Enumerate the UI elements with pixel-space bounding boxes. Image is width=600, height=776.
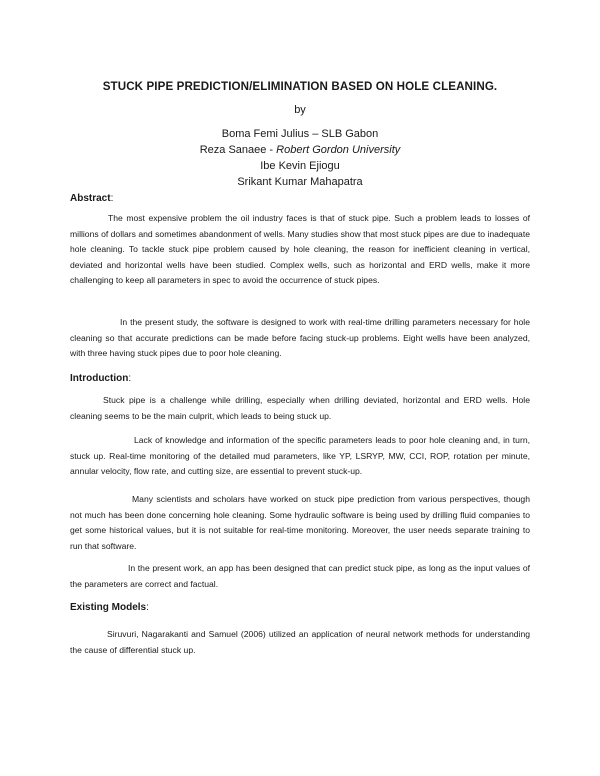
existing-models-paragraph-1: Siruvuri, Nagarakanti and Samuel (2006) utilized an application of neural network methods for understanding the cause of differential stuck up. [70, 629, 530, 655]
author-1 [0, 128, 600, 140]
author-4-name: Srikant Kumar Mahapatra [237, 176, 363, 188]
abstract-paragraph-2: In the present study, the software is designed to work with real-time drilling parameters necessary for hole cleaning so that accurate predictions can be made before facing stuck-up problems. Eight wells have been analyzed, with three having stuck pipes due to poor hole cleaning. [70, 317, 530, 358]
introduction-heading-label: Introduction [70, 373, 129, 384]
existing-models-heading-label: Existing Models [70, 602, 147, 613]
byline: by [294, 104, 306, 116]
author-3 [0, 160, 600, 172]
paper-title: STUCK PIPE PREDICTION/ELIMINATION BASED ON HOLE CLEANING. [102, 80, 498, 93]
introduction-paragraph-1: Stuck pipe is a challenge while drilling, especially when drilling deviated, horizontal and ERD wells. Hole cleaning seems to be the main culprit, which leads to being stuck up. [70, 395, 530, 421]
author-1-name: Boma Femi Julius – SLB Gabon [221, 128, 379, 140]
abstract-heading-label: Abstract [70, 193, 111, 204]
existing-models-heading-colon: : [146, 602, 149, 613]
introduction-paragraph-2: Lack of knowledge and information of the specific parameters leads to poor hole cleaning and, in turn, stuck up. Real-time monitoring of the detailed mud parameters, like YP, LSRYP, MW, CCI, ROP, rotation per minute, annular velocity, flow rate, and cutting size, are essential to prevent stuck-up. [70, 435, 530, 476]
author-2-name: Reza Sanaee - [199, 144, 277, 156]
author-2-affiliation: Robert Gordon University [276, 144, 401, 156]
introduction-heading-colon: : [128, 373, 132, 384]
introduction-paragraph-3: Many scientists and scholars have worked on stuck pipe prediction from various perspectives, though not much has been done concerning hole cleaning. Some hydraulic software is being used by drilling fluid companies to get some historical values, but it is not suitable for real-time monitoring. Moreover, the user needs separate training to run that software. [70, 494, 530, 551]
abstract-heading-colon: : [110, 193, 114, 204]
author-3-name: Ibe Kevin Ejiogu [260, 160, 340, 172]
existing-models-heading [70, 602, 149, 613]
author-2 [0, 144, 600, 156]
introduction-heading [70, 373, 131, 384]
abstract-paragraph-1: The most expensive problem the oil industry faces is that of stuck pipe. Such a problem leads to losses of millions of dollars and sometimes abandonment of wells. Many studies show that most stuck pipes are due to inadequate hole cleaning. To tackle stuck pipe problem caused by hole cleaning, the reason for inefficient cleaning in vertical, deviated and horizontal wells have been studied. Complex wells, such as horizontal and ERD wells, make it more challenging to keep all parameters in spec to avoid the occurrence of stuck pipes. [70, 213, 530, 285]
abstract-heading [70, 193, 113, 204]
author-4 [0, 176, 600, 188]
introduction-paragraph-4: In the present work, an app has been designed that can predict stuck pipe, as long as the input values of the parameters are correct and factual. [70, 563, 530, 589]
